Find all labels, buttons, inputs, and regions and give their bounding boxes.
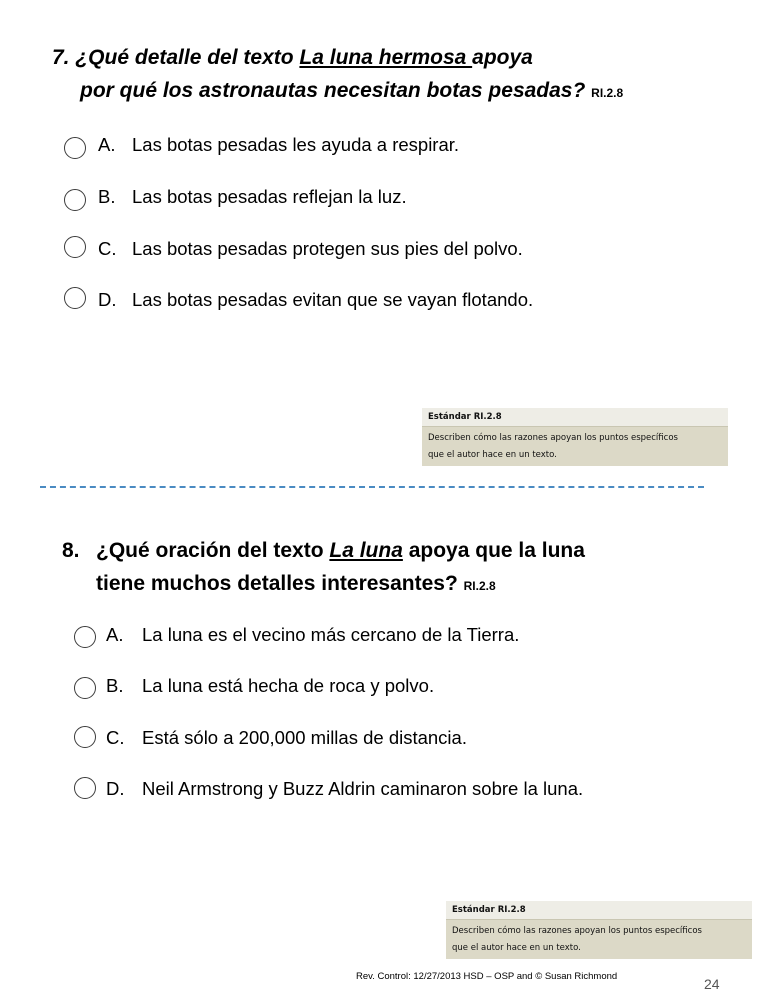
standard-box-title: Estándar RI.2.8 bbox=[422, 408, 728, 427]
question-8-line-1 bbox=[62, 539, 585, 563]
standard-box-description bbox=[422, 427, 728, 466]
option-letter: B. bbox=[106, 675, 124, 696]
question-7-line-1 bbox=[52, 46, 533, 70]
option-letter: D. bbox=[98, 289, 117, 310]
question-8-option-c bbox=[106, 727, 467, 749]
option-text: Las botas pesadas reflejan la luz. bbox=[132, 186, 407, 207]
question-8-option-a bbox=[106, 624, 519, 646]
question-7-option-b bbox=[98, 186, 407, 208]
question-7-option-d-radio[interactable] bbox=[64, 287, 86, 309]
question-8-line-2 bbox=[96, 572, 496, 598]
option-text: Las botas pesadas evitan que se vayan flotando. bbox=[132, 289, 534, 310]
page-number: 24 bbox=[704, 976, 720, 992]
question-7-standard-code: RI.2.8 bbox=[591, 86, 624, 100]
question-7-text-line2: por qué los astronautas necesitan botas pesadas? bbox=[80, 79, 586, 102]
standard-box-line-1: Describen cómo las razones apoyan los puntos específicos bbox=[428, 433, 678, 443]
option-text: Está sólo a 200,000 millas de distancia. bbox=[142, 727, 467, 748]
footer-revision: Rev. Control: 12/27/2013 HSD – OSP and © Susan Richmond bbox=[356, 971, 618, 982]
question-8-option-d bbox=[106, 778, 583, 800]
question-7-option-a-radio[interactable] bbox=[64, 137, 86, 159]
standard-box-description bbox=[446, 920, 752, 959]
option-letter: B. bbox=[98, 186, 116, 207]
question-7-title: La luna hermosa bbox=[299, 46, 473, 69]
question-8-option-d-radio[interactable] bbox=[74, 777, 96, 799]
question-7-text-pre: ¿Qué detalle del texto bbox=[75, 46, 300, 69]
question-7-option-c bbox=[98, 238, 523, 260]
standard-box-line-1: Describen cómo las razones apoyan los puntos específicos bbox=[452, 926, 702, 936]
question-8-option-b-radio[interactable] bbox=[74, 677, 96, 699]
question-8-option-c-radio[interactable] bbox=[74, 726, 96, 748]
question-8-text-line2: tiene muchos detalles interesantes? bbox=[96, 572, 458, 595]
question-7-number: 7. bbox=[52, 46, 70, 69]
question-7-standard-box bbox=[422, 408, 728, 466]
question-8-option-a-radio[interactable] bbox=[74, 626, 96, 648]
option-letter: A. bbox=[98, 134, 116, 155]
standard-box-line-2: que el autor hace en un texto. bbox=[452, 943, 581, 953]
option-letter: C. bbox=[98, 238, 117, 259]
question-8-number: 8. bbox=[62, 539, 80, 562]
question-7-option-c-radio[interactable] bbox=[64, 236, 86, 258]
question-7-option-d bbox=[98, 289, 533, 311]
option-text: Las botas pesadas les ayuda a respirar. bbox=[132, 134, 460, 155]
question-7-option-b-radio[interactable] bbox=[64, 189, 86, 211]
option-letter: A. bbox=[106, 624, 124, 645]
option-text: Neil Armstrong y Buzz Aldrin caminaron sobre la luna. bbox=[142, 778, 584, 799]
question-8-text-pre: ¿Qué oración del texto bbox=[96, 539, 330, 562]
question-7-option-a bbox=[98, 134, 459, 156]
option-letter: C. bbox=[106, 727, 125, 748]
standard-box-line-2: que el autor hace en un texto. bbox=[428, 450, 557, 460]
question-8-standard-box bbox=[446, 901, 752, 959]
option-text: La luna está hecha de roca y polvo. bbox=[142, 675, 435, 696]
question-8-option-b bbox=[106, 675, 434, 697]
option-text: Las botas pesadas protegen sus pies del polvo. bbox=[132, 238, 523, 259]
option-text: La luna es el vecino más cercano de la Tierra. bbox=[142, 624, 520, 645]
section-divider bbox=[40, 486, 704, 488]
question-7-line-2 bbox=[80, 79, 623, 105]
option-letter: D. bbox=[106, 778, 125, 799]
question-7-text-post: apoya bbox=[472, 46, 533, 69]
question-8-title: La luna bbox=[329, 539, 403, 562]
question-8-standard-code: RI.2.8 bbox=[463, 579, 496, 593]
standard-box-title: Estándar RI.2.8 bbox=[446, 901, 752, 920]
question-8-text-post: apoya que la luna bbox=[402, 539, 585, 562]
